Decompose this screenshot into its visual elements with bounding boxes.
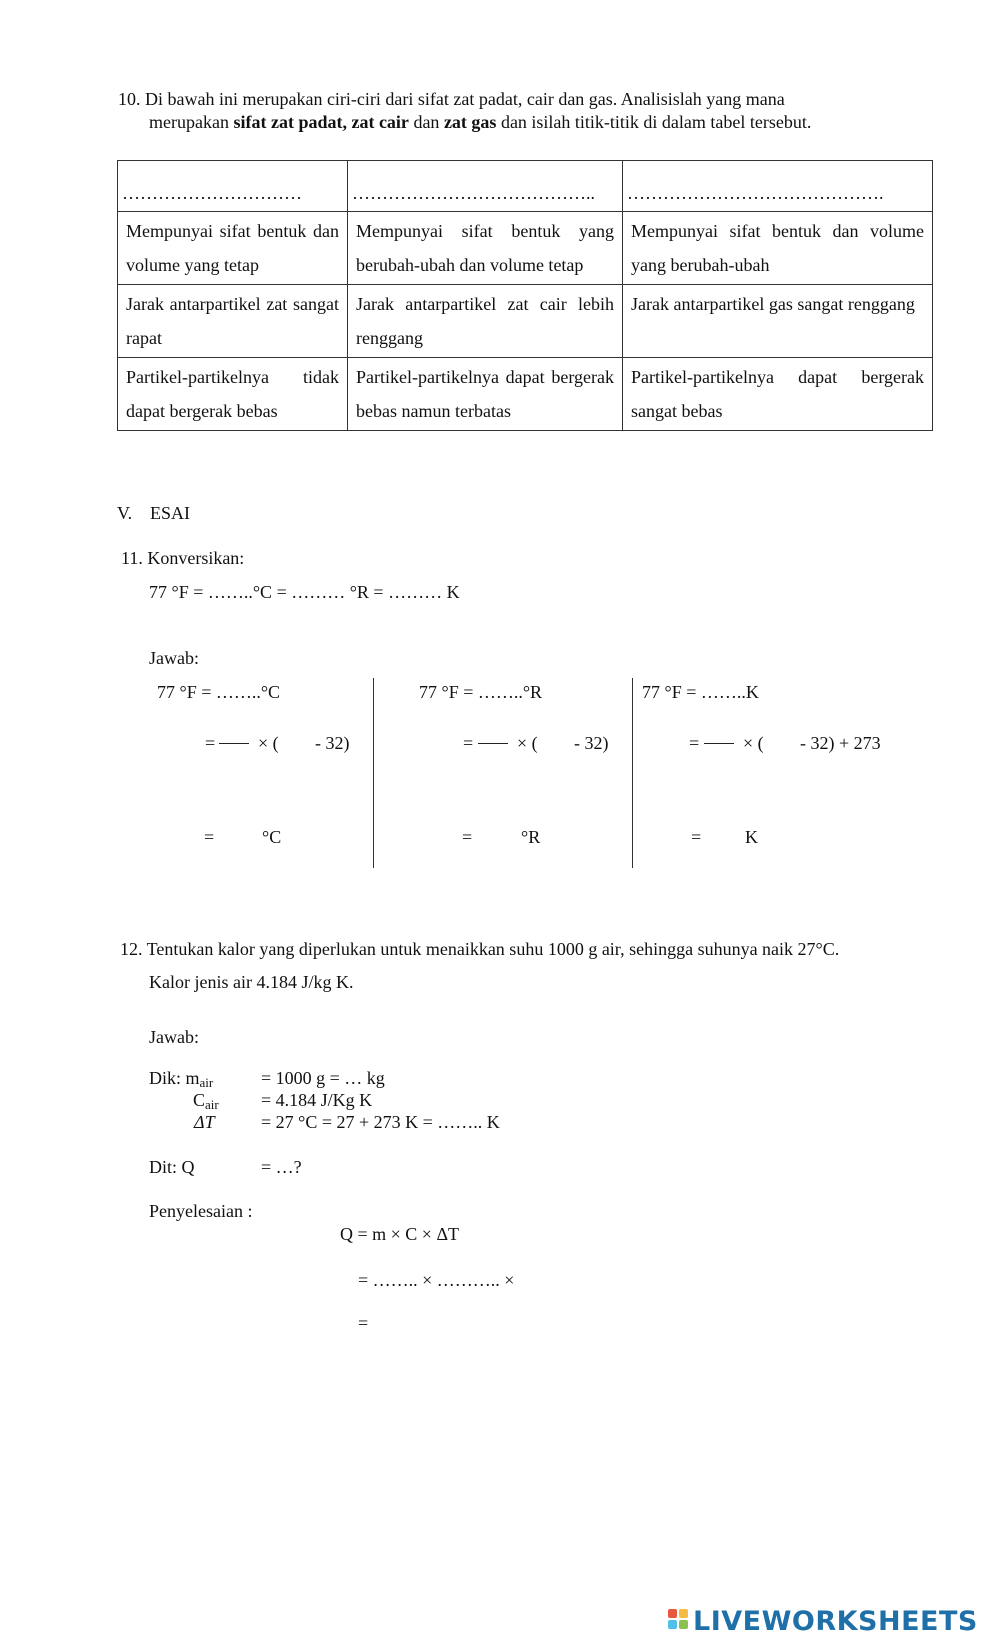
q10-text-line1: 10. Di bawah ini merupakan ciri-ciri dari sifat zat padat, cair dan gas. Analisislah yang mana [118, 89, 785, 109]
table-cell: Mempunyai sifat bentuk dan volume yang berubah-ubah [623, 212, 933, 285]
q12-dik-label: Dik: m [149, 1068, 200, 1088]
q12-c-symbol: C [193, 1090, 206, 1110]
q11-col3-eq2-unit: K [745, 827, 758, 847]
q12-dik-t-label: ΔT [194, 1112, 215, 1132]
q12-step2: = [358, 1313, 369, 1333]
subscript: air [205, 1097, 219, 1112]
q12-dik-c-value: = 4.184 J/Kg K [261, 1090, 373, 1110]
q10-keyword-padat-cair: sifat zat padat, zat cair [233, 112, 409, 132]
q10-text-part: dan [408, 112, 444, 132]
section-title: ESAI [150, 503, 190, 523]
q11-col3-eq1-mult: × ( [743, 733, 764, 753]
q11-col3-eq1-equals: = [689, 733, 700, 753]
q11-jawab-label: Jawab: [149, 648, 199, 668]
fraction-bar [219, 743, 249, 744]
q10-text-line2 [149, 111, 811, 134]
answer-blank-gas[interactable]: ……………………………………. [623, 161, 933, 212]
section-number: V. [117, 503, 133, 523]
q12-dik-t-value: = 27 °C = 27 + 273 K = …….. K [261, 1112, 500, 1132]
table-cell: Partikel-partikelnya dapat bergerak sangat bebas [623, 358, 933, 431]
table-cell: Partikel-partikelnya tidak dapat bergerak bebas [118, 358, 348, 431]
q12-dik-mass-label [149, 1068, 213, 1091]
fraction-bar [478, 743, 508, 744]
q11-col3-head: 77 °F = ……..K [642, 682, 759, 702]
column-divider [632, 678, 633, 868]
answer-blank-cair[interactable]: ………………………………….. [348, 161, 623, 212]
table-cell: Jarak antarpartikel zat cair lebih renggang [348, 285, 623, 358]
q12-formula: Q = m × C × ΔT [340, 1224, 460, 1244]
q11-col3-eq1-minus: - 32) + 273 [800, 733, 881, 753]
q11-col1-eq2-equals: = [204, 827, 215, 847]
subscript: air [199, 1075, 214, 1090]
q12-dik-mass-value: = 1000 g = … kg [261, 1068, 385, 1088]
q12-jawab-label: Jawab: [149, 1027, 199, 1047]
fraction-bar [704, 743, 734, 744]
q11-prompt: 77 °F = ……..°C = ……… °R = ……… K [149, 582, 460, 602]
q12-text-line1: 12. Tentukan kalor yang diperlukan untuk menaikkan suhu 1000 g air, sehingga suhunya naik 27°C. [120, 939, 840, 959]
table-cell: Jarak antarpartikel zat sangat rapat [118, 285, 348, 358]
q10-keyword-gas: zat gas [443, 112, 497, 132]
q11-col2-eq2-equals: = [462, 827, 473, 847]
table-cell: Mempunyai sifat bentuk dan volume yang tetap [118, 212, 348, 285]
q12-text-line2: Kalor jenis air 4.184 J/kg K. [149, 972, 354, 992]
liveworksheets-logo[interactable]: LIVEWORKSHEETS [693, 1606, 978, 1637]
column-divider [373, 678, 374, 868]
q10-text-part: merupakan [149, 112, 234, 132]
q12-dit-value: = …? [261, 1157, 302, 1177]
table-header-row [118, 161, 933, 212]
properties-table [117, 160, 933, 431]
q10-text-part: dan isilah titik-titik di dalam tabel tersebut. [496, 112, 812, 132]
q12-dik-c-label [193, 1090, 219, 1113]
q11-col2-head: 77 °F = ……..°R [419, 682, 543, 702]
q11-col1-head: 77 °F = ……..°C [157, 682, 281, 702]
q11-col2-eq2-unit: °R [521, 827, 541, 847]
q11-col2-eq1-mult: × ( [517, 733, 538, 753]
table-cell: Partikel-partikelnya dapat bergerak bebas namun terbatas [348, 358, 623, 431]
q11-col1-eq1-mult: × ( [258, 733, 279, 753]
table-cell: Jarak antarpartikel gas sangat renggang [623, 285, 933, 358]
q11-col1-eq1-equals: = [205, 733, 216, 753]
q11-col1-eq1-minus: - 32) [315, 733, 350, 753]
q11-col3-eq2-equals: = [691, 827, 702, 847]
q11-col2-eq1-equals: = [463, 733, 474, 753]
answer-blank-padat[interactable]: ………………………… [118, 161, 348, 212]
table-row [118, 212, 933, 285]
q11-col2-eq1-minus: - 32) [574, 733, 609, 753]
liveworksheets-logo-icon [668, 1609, 690, 1633]
table-row [118, 285, 933, 358]
q12-dit-label: Dit: Q [149, 1157, 195, 1177]
q12-step1: = …….. × ……….. × [358, 1270, 515, 1290]
q11-title: 11. Konversikan: [121, 548, 245, 568]
q11-col1-eq2-unit: °C [262, 827, 282, 847]
q12-penyelesaian-label: Penyelesaian : [149, 1201, 253, 1221]
table-cell: Mempunyai sifat bentuk yang berubah-ubah dan volume tetap [348, 212, 623, 285]
table-row [118, 358, 933, 431]
